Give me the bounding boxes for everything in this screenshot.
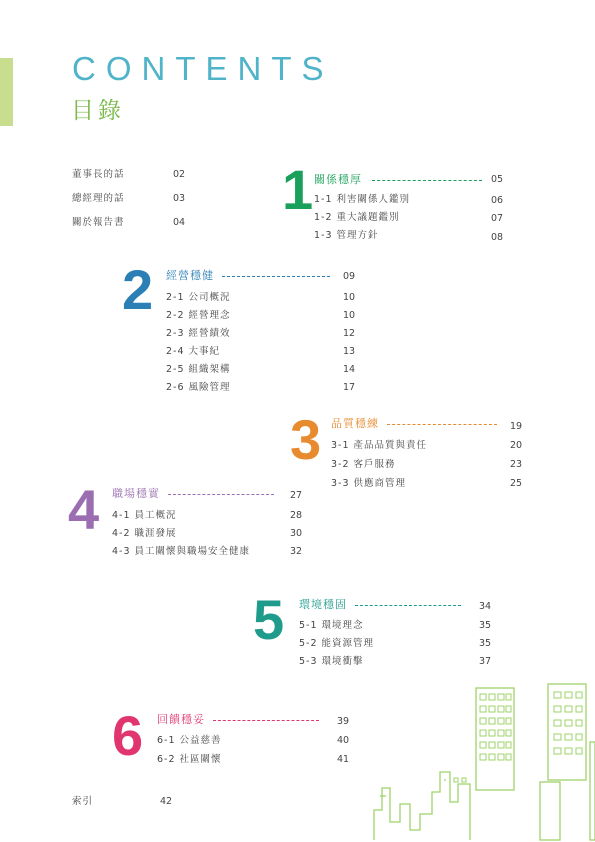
section-number: 5 bbox=[253, 588, 285, 651]
subsection-label[interactable]: 2-5 組織架構 bbox=[166, 364, 231, 375]
intro-item-page: 04 bbox=[173, 217, 186, 228]
contents-title-en: CONTENTS bbox=[72, 50, 334, 87]
subsection-page: 08 bbox=[491, 232, 504, 243]
section-leader-line bbox=[222, 276, 330, 277]
section-leader-line bbox=[213, 720, 319, 721]
section-page: 39 bbox=[337, 716, 350, 727]
subsection-label[interactable]: 5-1 環境理念 bbox=[299, 620, 364, 631]
subsection-label[interactable]: 2-3 經營績效 bbox=[166, 328, 231, 339]
subsection-page: 25 bbox=[510, 478, 523, 489]
subsection-label[interactable]: 3-3 供應商管理 bbox=[331, 478, 407, 489]
subsection-label[interactable]: 4-3 員工關懷與職場安全健康 bbox=[112, 546, 251, 557]
index-page: 42 bbox=[160, 796, 173, 807]
subsection-page: 17 bbox=[343, 382, 356, 393]
section-title[interactable]: 經營穩健 bbox=[166, 269, 214, 282]
subsection-page: 10 bbox=[343, 292, 356, 303]
section-title[interactable]: 職場穩實 bbox=[112, 487, 160, 500]
subsection-page: 10 bbox=[343, 310, 356, 321]
subsection-page: 37 bbox=[479, 656, 492, 667]
subsection-page: 35 bbox=[479, 638, 492, 649]
subsection-page: 30 bbox=[290, 528, 303, 539]
subsection-page: 06 bbox=[491, 195, 504, 206]
subsection-label[interactable]: 5-2 能資源管理 bbox=[299, 638, 375, 649]
section-page: 34 bbox=[479, 601, 492, 612]
intro-item-page: 03 bbox=[173, 193, 186, 204]
section-leader-line bbox=[387, 424, 497, 425]
section-leader-line bbox=[168, 494, 274, 495]
section-page: 27 bbox=[290, 490, 303, 501]
subsection-label[interactable]: 1-2 重大議題鑑別 bbox=[314, 212, 400, 223]
subsection-label[interactable]: 2-4 大事紀 bbox=[166, 346, 221, 357]
subsection-page: 40 bbox=[337, 735, 350, 746]
subsection-label[interactable]: 4-2 職涯發展 bbox=[112, 528, 177, 539]
subsection-page: 14 bbox=[343, 364, 356, 375]
subsection-label[interactable]: 6-2 社區關懷 bbox=[157, 754, 222, 765]
section-leader-line bbox=[355, 605, 461, 606]
subsection-label[interactable]: 3-1 產品品質與責任 bbox=[331, 440, 428, 451]
index-label[interactable]: 索引 bbox=[72, 796, 94, 807]
subsection-page: 35 bbox=[479, 620, 492, 631]
section-title[interactable]: 回饋穩妥 bbox=[157, 713, 205, 726]
subsection-page: 13 bbox=[343, 346, 356, 357]
section-number: 4 bbox=[68, 478, 100, 541]
subsection-page: 32 bbox=[290, 546, 303, 557]
subsection-label[interactable]: 3-2 客戶服務 bbox=[331, 459, 396, 470]
section-page: 09 bbox=[343, 271, 356, 282]
subsection-label[interactable]: 5-3 環境衝擊 bbox=[299, 656, 364, 667]
subsection-page: 20 bbox=[510, 440, 523, 451]
intro-item-page: 02 bbox=[173, 169, 186, 180]
subsection-label[interactable]: 6-1 公益慈善 bbox=[157, 735, 222, 746]
side-tab-bar bbox=[0, 58, 13, 126]
section-number: 1 bbox=[282, 158, 314, 221]
section-leader-line bbox=[372, 180, 482, 181]
city-skyline-illustration bbox=[360, 672, 595, 842]
subsection-page: 23 bbox=[510, 459, 523, 470]
subsection-page: 12 bbox=[343, 328, 356, 339]
subsection-label[interactable]: 2-1 公司概況 bbox=[166, 292, 231, 303]
section-number: 2 bbox=[122, 258, 154, 321]
subsection-label[interactable]: 4-1 員工概況 bbox=[112, 510, 177, 521]
section-page: 05 bbox=[491, 174, 504, 185]
subsection-label[interactable]: 2-6 風險管理 bbox=[166, 382, 231, 393]
subsection-label[interactable]: 2-2 經營理念 bbox=[166, 310, 231, 321]
subsection-label[interactable]: 1-3 管理方針 bbox=[314, 230, 379, 241]
intro-item-label[interactable]: 關於報告書 bbox=[72, 217, 125, 228]
section-title[interactable]: 環境穩固 bbox=[299, 598, 347, 611]
intro-item-label[interactable]: 總經理的話 bbox=[72, 193, 125, 204]
subsection-label[interactable]: 1-1 利害關係人鑑別 bbox=[314, 194, 411, 205]
section-title[interactable]: 品質穩練 bbox=[331, 417, 379, 430]
section-number: 3 bbox=[290, 408, 322, 471]
intro-item-label[interactable]: 董事長的話 bbox=[72, 169, 125, 180]
section-title[interactable]: 關係穩厚 bbox=[314, 173, 362, 186]
subsection-page: 07 bbox=[491, 213, 504, 224]
subsection-page: 28 bbox=[290, 510, 303, 521]
section-number: 6 bbox=[112, 704, 144, 767]
subsection-page: 41 bbox=[337, 754, 350, 765]
section-page: 19 bbox=[510, 421, 523, 432]
contents-title-zh: 目錄 bbox=[71, 98, 125, 124]
